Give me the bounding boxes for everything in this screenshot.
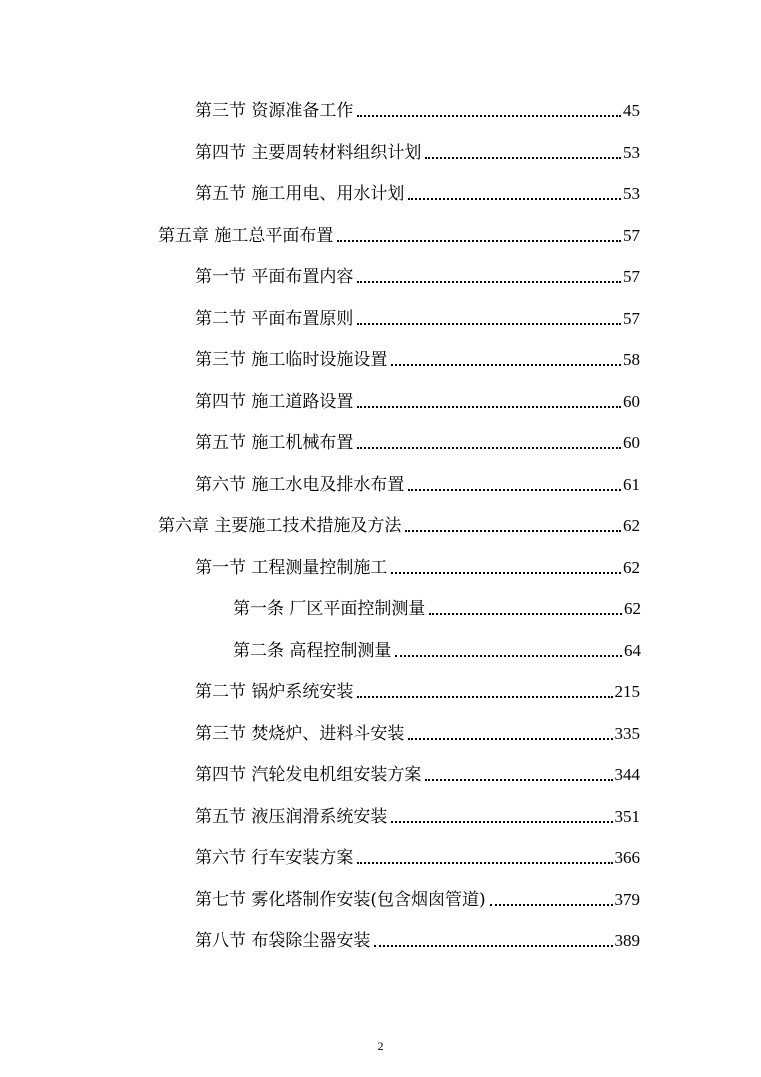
- toc-entry-section[interactable]: [195, 262, 640, 288]
- toc-entry-title: 第五节 施工用电、用水计划: [195, 184, 405, 204]
- toc-entry-section[interactable]: [195, 345, 640, 371]
- toc-entry-title: 第一节 工程测量控制施工: [195, 558, 388, 578]
- toc-entry-chapter[interactable]: [158, 221, 640, 247]
- toc-entry-page: 53: [623, 184, 640, 203]
- toc-entry-section[interactable]: [195, 719, 640, 745]
- toc-entry-title: 第二节 锅炉系统安装: [195, 682, 354, 702]
- toc-entry-section[interactable]: [195, 802, 640, 828]
- toc-entry-title: 第二条 高程控制测量: [233, 641, 392, 661]
- dot-leader: [429, 613, 622, 615]
- dot-leader: [357, 281, 621, 283]
- toc-entry-page: 61: [623, 475, 640, 494]
- toc-entry-section[interactable]: [195, 96, 640, 122]
- toc-entry-title: 第一条 厂区平面控制测量: [233, 599, 426, 619]
- toc-entry-section[interactable]: [195, 428, 640, 454]
- toc-entry-section[interactable]: [195, 304, 640, 330]
- toc-entry-title: 第八节 布袋除尘器安装: [195, 931, 371, 951]
- toc-entry-section[interactable]: [195, 843, 640, 869]
- toc-entry-page: 335: [614, 724, 640, 743]
- dot-leader: [405, 530, 621, 532]
- dot-leader: [357, 406, 621, 408]
- dot-leader: [357, 115, 621, 117]
- toc-entry-page: 215: [614, 682, 640, 701]
- toc-entry-page: 62: [623, 516, 640, 535]
- toc-entry-page: 57: [623, 309, 640, 328]
- dot-leader: [391, 364, 621, 366]
- toc-entry-title: 第四节 主要周转材料组织计划: [195, 143, 422, 163]
- toc-entry-page: 57: [623, 267, 640, 286]
- toc-entry-page: 58: [623, 350, 640, 369]
- dot-leader: [357, 862, 612, 864]
- toc-entry-page: 45: [623, 101, 640, 120]
- toc-entry-title: 第五章 施工总平面布置: [158, 226, 334, 246]
- dot-leader: [374, 945, 612, 947]
- toc-entry-title: 第六章 主要施工技术措施及方法: [158, 516, 402, 536]
- toc-entry-section[interactable]: [195, 926, 640, 952]
- dot-leader: [408, 489, 621, 491]
- toc-entry-page: 351: [614, 807, 640, 826]
- toc-entry-title: 第三节 施工临时设施设置: [195, 350, 388, 370]
- toc-entry-title: 第七节 雾化塔制作安装(包含烟囱管道): [195, 890, 486, 910]
- toc-entry-page: 62: [624, 599, 641, 618]
- dot-leader: [391, 821, 612, 823]
- toc-entry-page: 60: [623, 392, 640, 411]
- toc-entry-title: 第二节 平面布置原则: [195, 309, 354, 329]
- toc-entry-chapter[interactable]: [158, 511, 640, 537]
- dot-leader: [391, 572, 621, 574]
- dot-leader: [408, 738, 612, 740]
- page-number: 2: [377, 1039, 384, 1053]
- toc-entry-page: 60: [623, 433, 640, 452]
- toc-entry-title: 第三节 资源准备工作: [195, 101, 354, 121]
- toc-entry-section[interactable]: [195, 387, 640, 413]
- dot-leader: [357, 696, 612, 698]
- toc-entry-article[interactable]: [233, 636, 641, 662]
- toc-entry-page: 379: [614, 890, 640, 909]
- toc-entry-section[interactable]: [195, 677, 640, 703]
- dot-leader: [425, 157, 621, 159]
- dot-leader: [357, 447, 621, 449]
- toc-entry-section[interactable]: [195, 470, 640, 496]
- toc-entry-title: 第五节 液压润滑系统安装: [195, 807, 388, 827]
- toc-entry-section[interactable]: [195, 760, 640, 786]
- toc-entry-section[interactable]: [195, 553, 640, 579]
- dot-leader: [337, 240, 621, 242]
- toc-entry-page: 389: [614, 931, 640, 950]
- toc-entry-page: 57: [623, 226, 640, 245]
- toc-entry-page: 64: [624, 641, 641, 660]
- dot-leader: [357, 323, 621, 325]
- toc-entry-title: 第五节 施工机械布置: [195, 433, 354, 453]
- toc-entry-page: 344: [614, 765, 640, 784]
- dot-leader: [490, 904, 613, 906]
- toc-entry-page: 366: [614, 848, 640, 867]
- toc-entry-title: 第一节 平面布置内容: [195, 267, 354, 287]
- toc-entry-section[interactable]: [195, 138, 640, 164]
- dot-leader: [395, 655, 622, 657]
- toc-entry-title: 第四节 施工道路设置: [195, 392, 354, 412]
- toc-entry-page: 62: [623, 558, 640, 577]
- toc-entry-title: 第六节 施工水电及排水布置: [195, 475, 405, 495]
- toc-entry-title: 第三节 焚烧炉、进料斗安装: [195, 724, 405, 744]
- toc-entry-article[interactable]: [233, 594, 641, 620]
- toc-entry-section[interactable]: [195, 885, 640, 911]
- toc-entry-title: 第六节 行车安装方案: [195, 848, 354, 868]
- toc-entry-page: 53: [623, 143, 640, 162]
- dot-leader: [425, 779, 612, 781]
- toc-entry-section[interactable]: [195, 179, 640, 205]
- dot-leader: [408, 198, 621, 200]
- toc-entry-title: 第四节 汽轮发电机组安装方案: [195, 765, 422, 785]
